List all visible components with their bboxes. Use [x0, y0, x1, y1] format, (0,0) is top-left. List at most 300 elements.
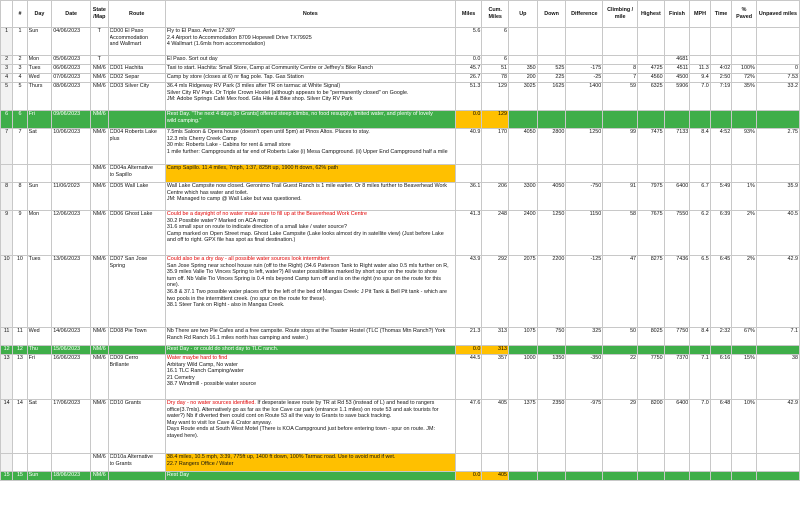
cell-finish[interactable]: 7750	[664, 328, 690, 346]
cell-up[interactable]	[509, 28, 538, 56]
cell-number[interactable]	[13, 165, 27, 183]
cell-climbing[interactable]	[603, 454, 638, 472]
cell-paved[interactable]	[732, 454, 757, 472]
cell-day[interactable]: Thurs	[27, 83, 52, 111]
cell-miles[interactable]: 45.7	[455, 65, 482, 74]
cell-climbing[interactable]: 47	[603, 256, 638, 328]
cell-mph[interactable]: 6.2	[690, 211, 710, 256]
cell-cum-miles[interactable]: 206	[482, 183, 509, 211]
cell-cum-miles[interactable]: 51	[482, 65, 509, 74]
row-number[interactable]: 15	[1, 472, 13, 481]
cell-day[interactable]: Mon	[27, 211, 52, 256]
cell-route[interactable]: CD04 Roberts Lake plus	[108, 129, 165, 165]
cell-paved[interactable]: 35%	[732, 83, 757, 111]
row-number[interactable]: 13	[1, 355, 13, 400]
cell-notes[interactable]: 38.4 miles, 10.5 mph, 3:39, 775ft up, 1400 ft down, 100% Tarmac road. Use to avoid mud if wet. 22.7 Rangers Office / Water	[165, 454, 455, 472]
cell-climbing[interactable]: 50	[603, 328, 638, 346]
cell-number[interactable]: 13	[13, 355, 27, 400]
col-header[interactable]: Date	[52, 1, 91, 28]
cell-date[interactable]: 08/06/2023	[52, 83, 91, 111]
cell-mph[interactable]	[690, 56, 710, 65]
cell-up[interactable]	[509, 346, 538, 355]
cell-date[interactable]	[52, 165, 91, 183]
cell-up[interactable]	[509, 111, 538, 129]
cell-finish[interactable]: 5906	[664, 83, 690, 111]
cell-number[interactable]: 14	[13, 400, 27, 454]
cell-mph[interactable]: 7.0	[690, 400, 710, 454]
cell-unpaved[interactable]	[756, 346, 799, 355]
cell-highest[interactable]: 8200	[638, 400, 665, 454]
cell-date[interactable]: 17/06/2023	[52, 400, 91, 454]
cell-date[interactable]: 06/06/2023	[52, 65, 91, 74]
cell-difference[interactable]	[566, 472, 603, 481]
cell-miles[interactable]	[455, 454, 482, 472]
cell-number[interactable]: 5	[13, 83, 27, 111]
cell-difference[interactable]: -175	[566, 65, 603, 74]
cell-down[interactable]	[537, 454, 566, 472]
cell-difference[interactable]: 1400	[566, 83, 603, 111]
row-number[interactable]: 5	[1, 83, 13, 111]
cell-mph[interactable]	[690, 111, 710, 129]
cell-climbing[interactable]	[603, 56, 638, 65]
cell-time[interactable]: 6:45	[710, 256, 732, 328]
cell-notes[interactable]: Wall Lake Campsite now closed. Geronimo Trail Guest Ranch is 1 mile earlier. Or 8 miles further to Beaverhead Work Centre which has water and toilet. JM: Managed to camp @ Wall Lake but was questioned.	[165, 183, 455, 211]
cell-climbing[interactable]	[603, 346, 638, 355]
cell-number[interactable]: 15	[13, 472, 27, 481]
cell-route[interactable]: CD10 Grants	[108, 400, 165, 454]
cell-notes[interactable]: 7.5mls Saloon & Opera house (doesn't open until 5pm) at Pinos Altos. Places to stay. 12.3 mls Cherry Creek Camp 30 mls: Roberts Lake - Cabins for rent & small store 1 mile further: Campgrounds at far end of Roberts Lake (i) Mesa Campground. (ii) Upper End Campground half a mile	[165, 129, 455, 165]
cell-up[interactable]	[509, 165, 538, 183]
cell-paved[interactable]: 72%	[732, 74, 757, 83]
cell-difference[interactable]: 325	[566, 328, 603, 346]
cell-cum-miles[interactable]: 313	[482, 328, 509, 346]
cell-climbing[interactable]: 7	[603, 74, 638, 83]
cell-finish[interactable]	[664, 454, 690, 472]
cell-state[interactable]: NM/6	[91, 111, 108, 129]
cell-mph[interactable]	[690, 346, 710, 355]
cell-notes[interactable]: Dry day - no water sources identified. If desperate leave route by TR at Rd 53 (instead of L) and head to rangers office(3.7mls). Alternatively go as far as the Ice Cave car park (entrance 1.1 miles) on route 53 and ask tourists for water?) Nb if diverted then could cont on Route 53 all the way to Grants to save back tracking. May want to visit Ice Cave & Crator anyway. Days Route ends at South West Motel (There is KOA Campground just before entering town - spur on route. JM: stayed here).	[165, 400, 455, 454]
cell-miles[interactable]: 21.3	[455, 328, 482, 346]
cell-state[interactable]: NM/6	[91, 211, 108, 256]
cell-notes[interactable]: Could also be a dry day - all possible water sources look intermittent San Jose Spring near school house ruin (off to the Right) (34.6 Paterson Tank to Right water also 0.5 mls further on R, 35.9 miles Valle Tio Vinces Spring to left, water?) All water possibilities marked by short spur on the route to show turn off. Nb Valle Tio Vinces Spring is 0.4 mls beyond Camp turn off and is on the right (no spur on the route for this one). 36.8 & 37.1 Two possible water places off to the left of the bed of Mangas Creek: J Pit Tank & Bell Pit tank - which are two pools in the intermittent creek. (no spur on the route for these). 38.1 Steer Tank on Right - also in Mangas Creek.	[165, 256, 455, 328]
cell-down[interactable]: 2200	[537, 256, 566, 328]
cell-time[interactable]	[710, 56, 732, 65]
cell-time[interactable]: 2:50	[710, 74, 732, 83]
cell-state[interactable]: NM/6	[91, 65, 108, 74]
row-number[interactable]: 10	[1, 256, 13, 328]
row-number[interactable]: 9	[1, 211, 13, 256]
cell-unpaved[interactable]: 7.1	[756, 328, 799, 346]
cell-time[interactable]: 5:49	[710, 183, 732, 211]
cell-time[interactable]: 4:02	[710, 65, 732, 74]
cell-cum-miles[interactable]: 78	[482, 74, 509, 83]
cell-down[interactable]: 1250	[537, 211, 566, 256]
col-header[interactable]: Notes	[165, 1, 455, 28]
col-header[interactable]: Finish	[664, 1, 690, 28]
cell-day[interactable]: Sun	[27, 183, 52, 211]
cell-highest[interactable]	[638, 454, 665, 472]
cell-mph[interactable]: 7.1	[690, 355, 710, 400]
cell-route[interactable]: CD07 San Jose Spring	[108, 256, 165, 328]
cell-cum-miles[interactable]: 248	[482, 211, 509, 256]
cell-highest[interactable]	[638, 472, 665, 481]
col-header[interactable]: % Paved	[732, 1, 757, 28]
col-header[interactable]: Difference	[566, 1, 603, 28]
cell-down[interactable]: 1625	[537, 83, 566, 111]
cell-highest[interactable]	[638, 165, 665, 183]
cell-day[interactable]: Wed	[27, 328, 52, 346]
cell-climbing[interactable]: 99	[603, 129, 638, 165]
cell-number[interactable]: 9	[13, 211, 27, 256]
cell-state[interactable]: NM/6	[91, 472, 108, 481]
cell-up[interactable]: 1000	[509, 355, 538, 400]
cell-climbing[interactable]: 8	[603, 65, 638, 74]
cell-miles[interactable]: 47.6	[455, 400, 482, 454]
cell-route[interactable]	[108, 111, 165, 129]
cell-state[interactable]: NM/6	[91, 165, 108, 183]
cell-finish[interactable]: 4681	[664, 56, 690, 65]
cell-miles[interactable]: 0.0	[455, 472, 482, 481]
cell-mph[interactable]: 9.4	[690, 74, 710, 83]
cell-route[interactable]: CD05 Wall Lake	[108, 183, 165, 211]
cell-notes[interactable]: Fly to El Paso. Arrive 17:30? 2.4 Airport to Accommodation 8709 Hopewell Drive TX79925 4 Wallmart (1.6mls from accommodation)	[165, 28, 455, 56]
col-header[interactable]: MPH	[690, 1, 710, 28]
cell-difference[interactable]	[566, 56, 603, 65]
cell-state[interactable]: NM/6	[91, 355, 108, 400]
row-number[interactable]: 14	[1, 400, 13, 454]
cell-state[interactable]: NM/6	[91, 454, 108, 472]
cell-highest[interactable]: 4725	[638, 65, 665, 74]
cell-day[interactable]: Sun	[27, 28, 52, 56]
cell-number[interactable]: 8	[13, 183, 27, 211]
cell-route[interactable]	[108, 56, 165, 65]
cell-route[interactable]	[108, 472, 165, 481]
cell-cum-miles[interactable]: 170	[482, 129, 509, 165]
cell-date[interactable]: 09/06/2023	[52, 111, 91, 129]
cell-cum-miles[interactable]: 292	[482, 256, 509, 328]
cell-up[interactable]	[509, 472, 538, 481]
cell-difference[interactable]	[566, 454, 603, 472]
cell-cum-miles[interactable]	[482, 165, 509, 183]
col-header[interactable]: #	[13, 1, 27, 28]
cell-difference[interactable]: -125	[566, 256, 603, 328]
cell-state[interactable]: NM/6	[91, 346, 108, 355]
cell-number[interactable]: 6	[13, 111, 27, 129]
cell-date[interactable]: 15/06/2023	[52, 346, 91, 355]
cell-miles[interactable]: 5.6	[455, 28, 482, 56]
cell-date[interactable]: 13/06/2023	[52, 256, 91, 328]
cell-time[interactable]: 7:19	[710, 83, 732, 111]
cell-route[interactable]: CD10a Alternative to Grants	[108, 454, 165, 472]
cell-miles[interactable]: 0.0	[455, 56, 482, 65]
cell-cum-miles[interactable]: 357	[482, 355, 509, 400]
cell-time[interactable]: 6:48	[710, 400, 732, 454]
cell-time[interactable]	[710, 472, 732, 481]
cell-finish[interactable]	[664, 472, 690, 481]
cell-unpaved[interactable]	[756, 28, 799, 56]
cell-paved[interactable]	[732, 165, 757, 183]
cell-down[interactable]: 225	[537, 74, 566, 83]
cell-time[interactable]: 6:39	[710, 211, 732, 256]
cell-highest[interactable]: 7975	[638, 183, 665, 211]
cell-mph[interactable]: 8.4	[690, 328, 710, 346]
row-number[interactable]: 12	[1, 346, 13, 355]
cell-unpaved[interactable]	[756, 472, 799, 481]
cell-date[interactable]: 16/06/2023	[52, 355, 91, 400]
cell-up[interactable]: 1075	[509, 328, 538, 346]
cell-state[interactable]: T	[91, 56, 108, 65]
cell-down[interactable]: 750	[537, 328, 566, 346]
cell-notes[interactable]: Water maybe hard to find Arbitary Wild Camp, No water 16.1 TLC Ranch Camping/water 21 Cemetry 38.7 Windmill - possible water source	[165, 355, 455, 400]
cell-down[interactable]	[537, 346, 566, 355]
col-header[interactable]: Cum. Miles	[482, 1, 509, 28]
cell-date[interactable]: 18/06/2023	[52, 472, 91, 481]
cell-down[interactable]: 1350	[537, 355, 566, 400]
cell-day[interactable]: Sat	[27, 400, 52, 454]
cell-unpaved[interactable]	[756, 111, 799, 129]
cell-time[interactable]	[710, 346, 732, 355]
cell-finish[interactable]: 4500	[664, 74, 690, 83]
cell-climbing[interactable]: 91	[603, 183, 638, 211]
cell-cum-miles[interactable]: 405	[482, 472, 509, 481]
cell-cum-miles[interactable]: 313	[482, 346, 509, 355]
cell-paved[interactable]	[732, 346, 757, 355]
cell-route[interactable]: CD06 Ghost Lake	[108, 211, 165, 256]
cell-miles[interactable]: 51.3	[455, 83, 482, 111]
cell-route[interactable]: CD00 El Paso Accommodation and Wallmart	[108, 28, 165, 56]
cell-miles[interactable]: 41.3	[455, 211, 482, 256]
cell-state[interactable]: NM/6	[91, 328, 108, 346]
cell-highest[interactable]: 7475	[638, 129, 665, 165]
cell-number[interactable]: 1	[13, 28, 27, 56]
cell-miles[interactable]: 0.0	[455, 111, 482, 129]
cell-mph[interactable]: 8.4	[690, 129, 710, 165]
col-header[interactable]: Time	[710, 1, 732, 28]
col-header[interactable]: Highest	[638, 1, 665, 28]
cell-day[interactable]: Thu	[27, 346, 52, 355]
cell-mph[interactable]	[690, 28, 710, 56]
cell-number[interactable]	[13, 454, 27, 472]
cell-day[interactable]: Tues	[27, 65, 52, 74]
cell-difference[interactable]	[566, 111, 603, 129]
cell-paved[interactable]	[732, 56, 757, 65]
cell-mph[interactable]: 7.0	[690, 83, 710, 111]
cell-difference[interactable]: -350	[566, 355, 603, 400]
cell-difference[interactable]: -750	[566, 183, 603, 211]
cell-notes[interactable]: Camp by store (closes at 6) nr flag pole. Tap. Gas Station	[165, 74, 455, 83]
cell-miles[interactable]: 0.0	[455, 346, 482, 355]
cell-day[interactable]: Wed	[27, 74, 52, 83]
col-header[interactable]: State /Map	[91, 1, 108, 28]
cell-unpaved[interactable]: 40.5	[756, 211, 799, 256]
row-number[interactable]: 11	[1, 328, 13, 346]
cell-paved[interactable]: 67%	[732, 328, 757, 346]
cell-paved[interactable]	[732, 472, 757, 481]
cell-up[interactable]: 1375	[509, 400, 538, 454]
cell-route[interactable]: CD01 Hachita	[108, 65, 165, 74]
cell-highest[interactable]: 4560	[638, 74, 665, 83]
cell-finish[interactable]	[664, 28, 690, 56]
col-header[interactable]: Unpaved miles	[756, 1, 799, 28]
cell-state[interactable]: NM/6	[91, 129, 108, 165]
cell-up[interactable]: 2075	[509, 256, 538, 328]
cell-mph[interactable]: 6.5	[690, 256, 710, 328]
cell-climbing[interactable]: 59	[603, 83, 638, 111]
cell-route[interactable]: CD02 Separ	[108, 74, 165, 83]
cell-down[interactable]: 2350	[537, 400, 566, 454]
cell-finish[interactable]	[664, 165, 690, 183]
cell-cum-miles[interactable]	[482, 454, 509, 472]
cell-paved[interactable]: 10%	[732, 400, 757, 454]
cell-day[interactable]: Fri	[27, 355, 52, 400]
cell-notes[interactable]: Rest Day	[165, 472, 455, 481]
cell-miles[interactable]: 44.5	[455, 355, 482, 400]
cell-up[interactable]	[509, 56, 538, 65]
cell-difference[interactable]: 1150	[566, 211, 603, 256]
cell-down[interactable]: 525	[537, 65, 566, 74]
row-number[interactable]	[1, 165, 13, 183]
cell-cum-miles[interactable]: 6	[482, 56, 509, 65]
cell-difference[interactable]: 1250	[566, 129, 603, 165]
cell-unpaved[interactable]: 35.9	[756, 183, 799, 211]
cell-route[interactable]: CD08 Pie Town	[108, 328, 165, 346]
cell-climbing[interactable]	[603, 111, 638, 129]
cell-unpaved[interactable]: 42.9	[756, 400, 799, 454]
cell-notes[interactable]: Could be a daynight of no water make sure to fill up at the Beaverhead Work Centre 30.2 Possible water? Marked on ACA map 31.6 small spur on route to indicate direction of a small lake / water source? Camp marked on Open Street map. Ghost Lake Campsite (Lake looks almost dry in satellite view) (Just before Lake and off to right. GPX file has spot as final destination.)	[165, 211, 455, 256]
cell-unpaved[interactable]: 33.2	[756, 83, 799, 111]
cell-number[interactable]: 3	[13, 65, 27, 74]
cell-mph[interactable]: 6.7	[690, 183, 710, 211]
cell-number[interactable]: 4	[13, 74, 27, 83]
cell-climbing[interactable]: 29	[603, 400, 638, 454]
cell-notes[interactable]: 36.4 mls Ridgeway RV Park (3 miles after TR on tarmac at White Signal) Silver City RV Park. Or Triple Crown Hostel (although appears to be "permanently closed" on Google. JM: Adobe Springs Café Mex food. Gila Hike & Bike shop. Silver City RV Park	[165, 83, 455, 111]
col-header[interactable]: Route	[108, 1, 165, 28]
cell-climbing[interactable]	[603, 472, 638, 481]
cell-unpaved[interactable]	[756, 454, 799, 472]
cell-state[interactable]: T	[91, 28, 108, 56]
cell-day[interactable]: Sat	[27, 129, 52, 165]
cell-finish[interactable]: 6400	[664, 400, 690, 454]
cell-highest[interactable]: 8025	[638, 328, 665, 346]
cell-finish[interactable]: 6400	[664, 183, 690, 211]
cell-up[interactable]	[509, 454, 538, 472]
cell-day[interactable]: Sun	[27, 472, 52, 481]
cell-highest[interactable]	[638, 28, 665, 56]
cell-down[interactable]	[537, 472, 566, 481]
cell-time[interactable]	[710, 454, 732, 472]
cell-date[interactable]: 14/06/2023	[52, 328, 91, 346]
cell-finish[interactable]: 7370	[664, 355, 690, 400]
cell-number[interactable]: 10	[13, 256, 27, 328]
cell-state[interactable]: NM/6	[91, 74, 108, 83]
row-number[interactable]: 7	[1, 129, 13, 165]
cell-date[interactable]: 12/06/2023	[52, 211, 91, 256]
cell-unpaved[interactable]: 42.9	[756, 256, 799, 328]
cell-number[interactable]: 2	[13, 56, 27, 65]
cell-up[interactable]: 350	[509, 65, 538, 74]
cell-paved[interactable]	[732, 111, 757, 129]
cell-miles[interactable]: 43.9	[455, 256, 482, 328]
cell-unpaved[interactable]: 7.53	[756, 74, 799, 83]
cell-state[interactable]: NM/6	[91, 183, 108, 211]
cell-down[interactable]: 2800	[537, 129, 566, 165]
cell-difference[interactable]: -975	[566, 400, 603, 454]
cell-time[interactable]: 4:52	[710, 129, 732, 165]
cell-paved[interactable]: 100%	[732, 65, 757, 74]
cell-notes[interactable]: Rest Day. "The next 4 days [to Grants] offered steep climbs, no food resupply, limited water, and plenty of lovely wild camping."	[165, 111, 455, 129]
cell-cum-miles[interactable]: 6	[482, 28, 509, 56]
cell-mph[interactable]	[690, 454, 710, 472]
row-number[interactable]: 4	[1, 74, 13, 83]
cell-up[interactable]: 4050	[509, 129, 538, 165]
cell-notes[interactable]: Nb There are two Pie Cafes and a free campsite. Route stops at the Toaster Hostel (TLC (Thomas Mtn Ranch?) York Ranch Rd Ranch 16.1 miles north has camping and water.)	[165, 328, 455, 346]
col-header[interactable]: Miles	[455, 1, 482, 28]
row-number[interactable]	[1, 454, 13, 472]
cell-miles[interactable]	[455, 165, 482, 183]
cell-unpaved[interactable]: 2.75	[756, 129, 799, 165]
col-header[interactable]: Down	[537, 1, 566, 28]
cell-unpaved[interactable]: 0	[756, 65, 799, 74]
cell-mph[interactable]: 11.3	[690, 65, 710, 74]
col-header[interactable]: Up	[509, 1, 538, 28]
cell-notes[interactable]: Taxi to start. Hachita: Small Store, Camp at Community Centre or Jeffrey's Bike Ranch	[165, 65, 455, 74]
cell-finish[interactable]	[664, 346, 690, 355]
cell-finish[interactable]: 4511	[664, 65, 690, 74]
cell-notes[interactable]: Camp Sapillo. 11.4 miles, 7mph, 1:37, 825ft up, 1900 ft down, 62% path	[165, 165, 455, 183]
cell-down[interactable]	[537, 111, 566, 129]
row-number[interactable]: 3	[1, 65, 13, 74]
cell-climbing[interactable]	[603, 28, 638, 56]
cell-down[interactable]	[537, 28, 566, 56]
cell-down[interactable]: 4050	[537, 183, 566, 211]
cell-time[interactable]: 6:16	[710, 355, 732, 400]
cell-state[interactable]: NM/6	[91, 256, 108, 328]
cell-up[interactable]: 3025	[509, 83, 538, 111]
cell-date[interactable]	[52, 454, 91, 472]
row-number[interactable]: 2	[1, 56, 13, 65]
cell-route[interactable]: CD03 Silver City	[108, 83, 165, 111]
cell-difference[interactable]: -25	[566, 74, 603, 83]
cell-finish[interactable]	[664, 111, 690, 129]
cell-time[interactable]: 2:32	[710, 328, 732, 346]
cell-notes[interactable]: El Paso. Sort out day	[165, 56, 455, 65]
cell-date[interactable]: 04/06/2023	[52, 28, 91, 56]
cell-highest[interactable]: 6325	[638, 83, 665, 111]
row-number[interactable]: 8	[1, 183, 13, 211]
cell-miles[interactable]: 36.1	[455, 183, 482, 211]
cell-highest[interactable]	[638, 56, 665, 65]
cell-paved[interactable]: 93%	[732, 129, 757, 165]
cell-paved[interactable]: 15%	[732, 355, 757, 400]
cell-time[interactable]	[710, 165, 732, 183]
cell-unpaved[interactable]	[756, 56, 799, 65]
cell-state[interactable]: NM/6	[91, 400, 108, 454]
cell-cum-miles[interactable]: 129	[482, 111, 509, 129]
col-header[interactable]: Day	[27, 1, 52, 28]
row-number[interactable]: 6	[1, 111, 13, 129]
cell-difference[interactable]	[566, 165, 603, 183]
cell-number[interactable]: 11	[13, 328, 27, 346]
cell-time[interactable]	[710, 111, 732, 129]
cell-date[interactable]: 07/06/2023	[52, 74, 91, 83]
col-header[interactable]: Climbing / mile	[603, 1, 638, 28]
cell-route[interactable]: CD09 Cerro Brillante	[108, 355, 165, 400]
cell-up[interactable]: 200	[509, 74, 538, 83]
cell-finish[interactable]: 7133	[664, 129, 690, 165]
cell-route[interactable]	[108, 346, 165, 355]
cell-highest[interactable]	[638, 346, 665, 355]
cell-date[interactable]: 05/06/2023	[52, 56, 91, 65]
